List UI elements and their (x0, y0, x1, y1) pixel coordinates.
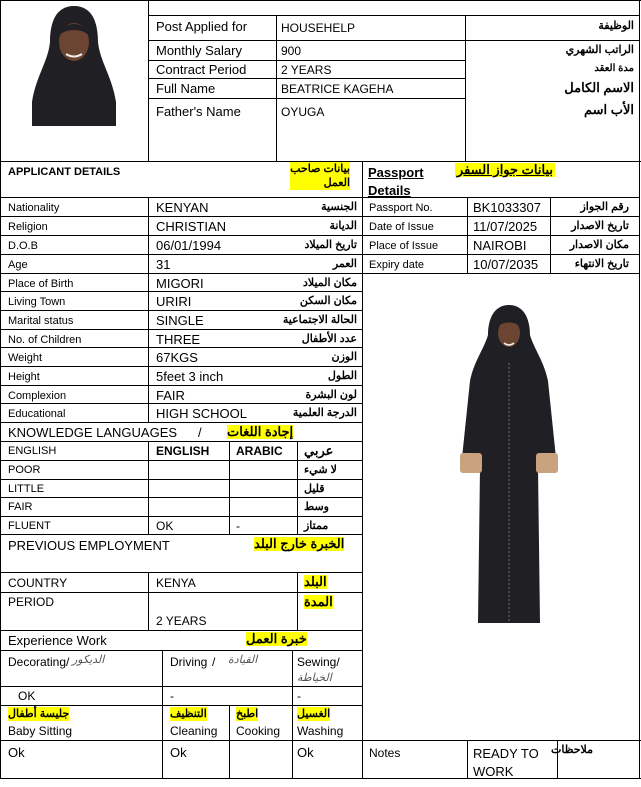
applicant-row-label-ar: الطول (327, 370, 357, 382)
rule (0, 740, 641, 741)
rule (148, 0, 149, 161)
notes-label: Notes (369, 746, 401, 760)
applicant-row-label-ar: الوزن (331, 351, 357, 363)
applicant-row-label-ar: تاريخ الميلاد (304, 239, 357, 251)
father-label: Father's Name (156, 104, 241, 119)
passport-row-label: Passport No. (369, 202, 433, 214)
applicant-row-value: FAIR (156, 388, 185, 403)
skill-babysitting-value: Ok (8, 745, 25, 760)
fullname-value: BEATRICE KAGEHA (281, 82, 394, 96)
country-label: COUNTRY (8, 576, 68, 590)
passport-row-label-ar: رقم الجواز (580, 201, 629, 213)
notes-label-ar: ملاحظات (551, 744, 593, 756)
languages-title-ar: إجادة اللغات (227, 424, 294, 439)
post-value: HOUSEHELP (281, 21, 356, 35)
rule (292, 650, 293, 705)
rule (0, 385, 362, 386)
rule (0, 422, 362, 423)
rule (0, 366, 362, 367)
skill-washing-value: Ok (297, 745, 314, 760)
salary-label-ar: الراتب الشهري (565, 44, 634, 56)
passport-row-value: NAIROBI (473, 238, 527, 253)
skill-sewing-ar: الخياطة (297, 671, 332, 684)
salary-label: Monthly Salary (156, 43, 242, 58)
rule (362, 254, 640, 255)
father-label-ar: الأب اسم (583, 102, 634, 117)
period-label-ar: المدة (304, 594, 333, 609)
skill-decorating-value: OK (18, 689, 36, 703)
applicant-row-label-ar: الجنسية (321, 201, 357, 213)
languages-slash: / (198, 425, 202, 440)
employment-title-ar: الخبرة خارج البلد (254, 536, 345, 551)
skill-cleaning-ar: التنظيف (170, 708, 207, 720)
applicant-row-value: 06/01/1994 (156, 238, 222, 253)
rule (297, 441, 298, 534)
skill-washing-en: Washing (297, 724, 344, 738)
rule (550, 197, 551, 273)
rule (0, 0, 641, 1)
rule (0, 630, 362, 631)
period-value: 2 YEARS (156, 614, 207, 628)
rule (0, 197, 362, 198)
rule (0, 479, 362, 480)
contract-label-ar: مدة العقد (594, 63, 634, 74)
rule (639, 0, 640, 778)
passport-details-title: Passport Details (368, 165, 424, 198)
rule (467, 197, 468, 273)
applicant-row-label: Marital status (8, 315, 74, 327)
skill-driving-en: Driving (170, 655, 208, 669)
applicant-details-title: APPLICANT DETAILS (8, 166, 121, 178)
passport-row-label: Date of Issue (369, 221, 434, 233)
applicant-row-label: Religion (8, 221, 48, 233)
rule (467, 740, 468, 778)
rule (0, 497, 362, 498)
applicant-row-value: URIRI (156, 294, 192, 309)
rule (162, 705, 163, 778)
rule (465, 15, 466, 161)
rule (0, 650, 362, 651)
skill-cleaning-en: Cleaning (170, 724, 218, 738)
applicant-row-label-ar: الحالة الاجتماعية (282, 314, 357, 326)
rule (229, 705, 230, 778)
applicant-row-label-ar: الديانة (329, 220, 357, 232)
lang-row-label: LITTLE (8, 483, 45, 495)
rule (148, 78, 465, 79)
rule (362, 235, 640, 236)
rule (148, 572, 149, 630)
applicant-row-label: Educational (8, 408, 66, 420)
applicant-row-value: 5feet 3 inch (156, 369, 224, 384)
passport-details-title-ar: بيانات جواز السفر (456, 162, 553, 177)
notes-value: READY TO WORK (473, 746, 539, 779)
rule (0, 705, 362, 706)
applicant-row-label-ar: العمر (332, 258, 357, 270)
country-label-ar: البلد (304, 574, 327, 589)
applicant-row-value: KENYAN (156, 200, 209, 215)
rule (148, 60, 465, 61)
applicant-portrait-photo (26, 2, 122, 126)
passport-row-label: Place of Issue (369, 240, 439, 252)
lang-row-arabic: - (236, 519, 240, 533)
lang-row-ar: لا شيء (304, 464, 337, 476)
skill-driving-ar: القيادة (228, 653, 258, 666)
applicant-row-label: D.O.B (8, 240, 38, 252)
applicant-row-value: SINGLE (156, 313, 204, 328)
country-value: KENYA (156, 576, 196, 590)
skill-cooking-en: Cooking (236, 724, 281, 738)
rule (0, 516, 362, 517)
skill-cooking-ar: اطبخ (236, 708, 259, 720)
rule (0, 534, 362, 535)
applicant-row-value: MIGORI (156, 276, 204, 291)
applicant-full-body-photo (454, 303, 564, 628)
salary-value: 900 (281, 44, 302, 58)
applicant-details-title-ar: بيانات صاحب العمل (290, 163, 350, 189)
applicant-row-label-ar: مكان الميلاد (302, 277, 357, 289)
applicant-row-label-ar: لون البشرة (305, 389, 357, 401)
applicant-row-label: Age (8, 259, 28, 271)
rule (0, 572, 362, 573)
passport-row-label: Expiry date (369, 259, 425, 271)
applicant-row-label-ar: عدد الأطفال (301, 333, 357, 345)
contract-value: 2 YEARS (281, 63, 332, 77)
applicant-row-value: HIGH SCHOOL (156, 406, 248, 421)
languages-title: KNOWLEDGE LANGUAGES (8, 425, 178, 440)
experience-title-ar: خبرة العمل (246, 631, 307, 646)
applicant-row-value: CHRISTIAN (156, 219, 227, 234)
rule (297, 572, 298, 630)
applicant-row-label: Nationality (8, 202, 60, 214)
rule (0, 686, 362, 687)
rule (0, 592, 362, 593)
rule (148, 441, 149, 534)
skill-driving-sep: / (212, 655, 216, 669)
post-label: Post Applied for (156, 19, 248, 34)
skill-sewing-value: - (297, 689, 301, 703)
skill-babysitting-ar: جليسة أطفال (8, 708, 70, 720)
rule (0, 441, 362, 442)
applicant-row-label: Height (8, 371, 40, 383)
lang-header-label: ENGLISH (8, 445, 57, 457)
applicant-row-label: Living Town (8, 296, 66, 308)
applicant-row-label: Weight (8, 352, 43, 364)
applicant-row-label-ar: الدرجة العلمية (292, 407, 357, 419)
rule (0, 460, 362, 461)
applicant-row-label-ar: مكان السكن (299, 295, 357, 307)
skill-decorating-en: Decorating/ (8, 655, 70, 669)
rule (229, 441, 230, 534)
skill-decorating-ar: الديكور (72, 653, 105, 666)
lang-header-arabic: ARABIC (236, 444, 283, 458)
rule (0, 310, 362, 311)
applicant-row-value: 67KGS (156, 350, 198, 365)
rule (276, 15, 277, 161)
rule (292, 705, 293, 778)
rule (0, 329, 362, 330)
passport-row-value: 11/07/2025 (473, 219, 538, 234)
lang-row-label: FLUENT (8, 520, 51, 532)
skill-driving-value: - (170, 689, 174, 703)
father-value: OYUGA (281, 105, 325, 119)
post-label-ar: الوظيفة (598, 20, 634, 32)
rule (162, 650, 163, 705)
rule (0, 0, 1, 778)
rule (148, 98, 465, 99)
passport-row-value: BK1033307 (473, 200, 541, 215)
skill-cleaning-value: Ok (170, 745, 187, 760)
lang-row-label: POOR (8, 464, 41, 476)
passport-row-value: 10/07/2035 (473, 257, 539, 272)
experience-title: Experience Work (8, 633, 107, 648)
skill-babysitting-en: Baby Sitting (8, 724, 73, 738)
lang-row-ar: قليل (304, 483, 325, 495)
rule (362, 216, 640, 217)
lang-row-ar: وسط (304, 501, 329, 513)
rule (0, 273, 362, 274)
lang-row-english: OK (156, 519, 174, 533)
contract-label: Contract Period (156, 62, 247, 77)
passport-row-label-ar: مكان الاصدار (569, 239, 629, 251)
applicant-row-label: Place of Birth (8, 278, 74, 290)
rule (362, 273, 640, 274)
lang-header-english: ENGLISH (156, 444, 210, 458)
fullname-label-ar: الاسم الكامل (564, 80, 634, 95)
applicant-row-value: THREE (156, 332, 201, 347)
rule (148, 15, 640, 16)
fullname-label: Full Name (156, 81, 216, 96)
passport-row-label-ar: تاريخ الاصدار (571, 220, 629, 232)
rule (0, 235, 362, 236)
rule (0, 216, 362, 217)
rule (0, 254, 362, 255)
passport-row-label-ar: تاريخ الانتهاء (574, 258, 629, 270)
lang-row-label: FAIR (8, 501, 33, 513)
applicant-row-label: No. of Children (8, 334, 82, 346)
skill-washing-ar: الغسيل (297, 708, 331, 720)
applicant-row-label: Complexion (8, 390, 67, 402)
skill-sewing-en: Sewing/ (297, 655, 340, 669)
rule (148, 40, 640, 41)
lang-header-ar: عربي (304, 443, 334, 458)
period-label: PERIOD (8, 595, 55, 609)
applicant-row-value: 31 (156, 257, 171, 272)
employment-title: PREVIOUS EMPLOYMENT (8, 538, 170, 553)
lang-row-ar: ممتاز (304, 520, 329, 532)
